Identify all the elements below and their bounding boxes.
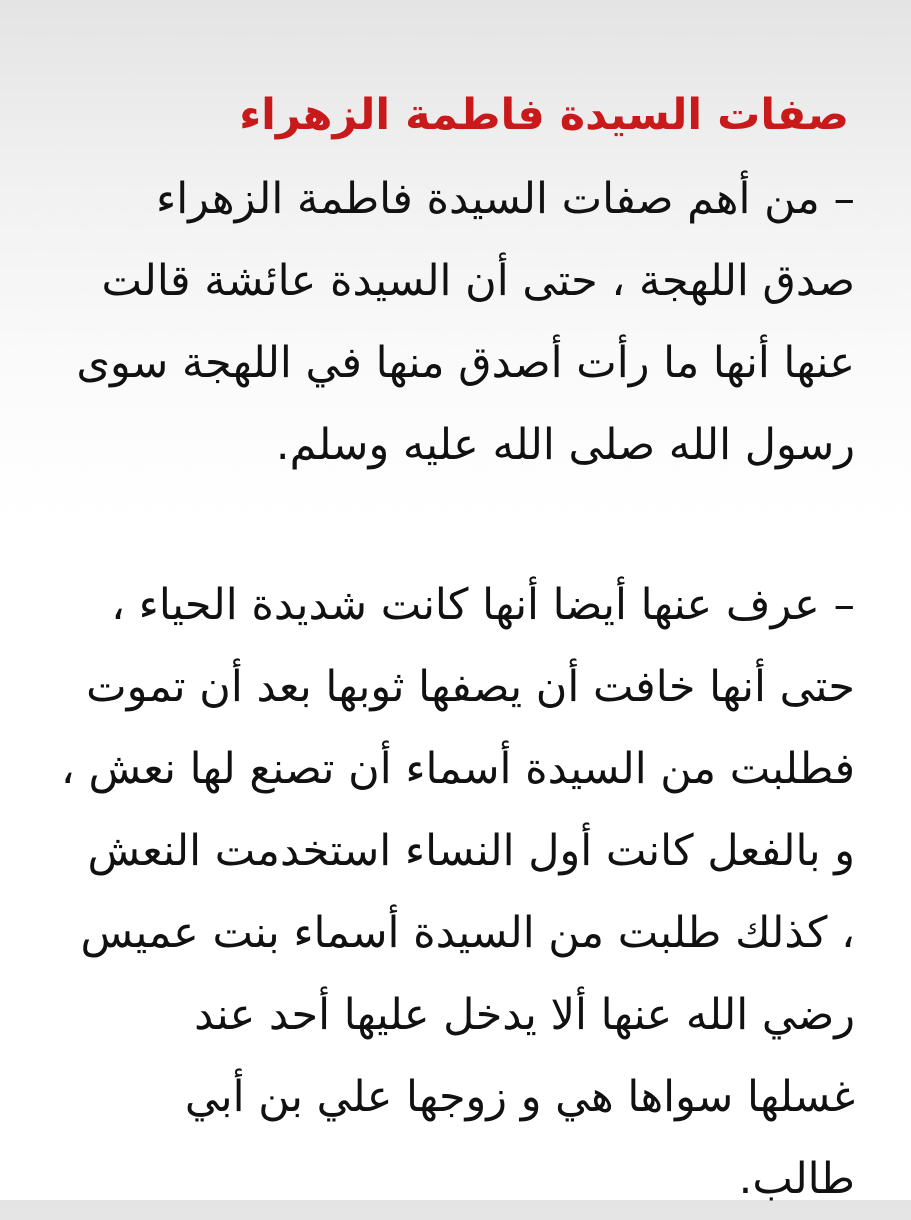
paragraph-spacer bbox=[40, 486, 855, 564]
text-line: رسول الله صلى الله عليه وسلم. bbox=[275, 420, 855, 470]
document-body bbox=[40, 158, 855, 1220]
text-line: – عرف عنها أيضا أنها كانت شديدة الحياء ، bbox=[111, 580, 855, 630]
paragraph-modesty bbox=[40, 564, 855, 1220]
document-title: صفات السيدة فاطمة الزهراء bbox=[239, 90, 849, 140]
text-line: غسلها سواها هي و زوجها علي بن أبي bbox=[184, 1072, 855, 1122]
text-line: حتى أنها خافت أن يصفها ثوبها بعد أن تموت bbox=[86, 662, 855, 712]
paragraph-truthfulness bbox=[40, 158, 855, 486]
text-line: صدق اللهجة ، حتى أن السيدة عائشة قالت bbox=[101, 256, 855, 306]
text-line: ، كذلك طلبت من السيدة أسماء بنت عميس bbox=[80, 908, 855, 958]
text-line: رضي الله عنها ألا يدخل عليها أحد عند bbox=[194, 990, 855, 1040]
text-line: – من أهم صفات السيدة فاطمة الزهراء bbox=[156, 174, 855, 224]
text-line: طالب. bbox=[738, 1154, 855, 1204]
text-line: و بالفعل كانت أول النساء استخدمت النعش bbox=[87, 826, 855, 876]
text-line: فطلبت من السيدة أسماء أن تصنع لها نعش ، bbox=[60, 744, 855, 794]
text-line: عنها أنها ما رأت أصدق منها في اللهجة سوى bbox=[76, 338, 855, 388]
